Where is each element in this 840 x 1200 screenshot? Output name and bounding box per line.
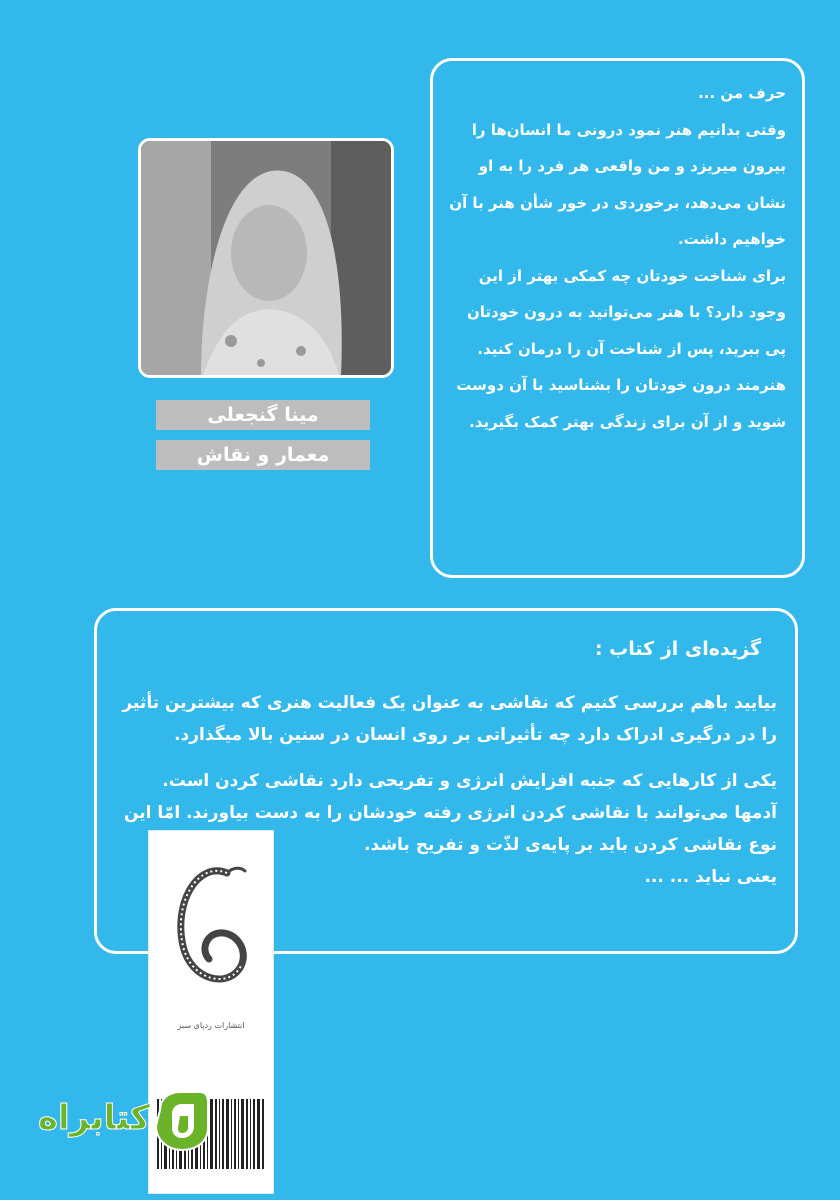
publisher-logo-icon	[149, 831, 273, 1011]
note-paragraph-1: وقتی بدانیم هنر نمود درونی ما انسان‌ها را بیرون میریزد و من واقعی هر فرد را به او نشان می‌دهد، برخوردی در خور شأن هنر با آن خواهیم داشت.	[449, 120, 786, 248]
excerpt-paragraph-3: یعنی نباید ... ...	[644, 867, 777, 887]
note-paragraph-2: برای شناخت خودتان چه کمکی بهتر از این وجود دارد؟ با هنر می‌توانید به درون خودتان پی ببرید، پس از شناخت آن را درمان کنید.	[466, 266, 786, 358]
brand-text: کتابراه	[37, 1098, 150, 1138]
author-note-box	[430, 58, 805, 578]
excerpt-paragraph-1: بیایید باهم بررسی کنیم که نقاشی به عنوان یک فعالیت هنری که بیشترین تأثیر را در درگیری ادراک دارد چه تأثیراتی بر روی انسان در سنین بالا میگذارد.	[122, 693, 777, 745]
excerpt-title: گزیده‌ای از کتاب :	[594, 638, 761, 660]
excerpt-paragraph-2: یکی از کارهایی که جنبه افزایش انرژی و تفریحی دارد نقاشی کردن است. آدمها می‌توانند با نقاشی کردن انرژی رفته خودشان را به دست بیاورند. امّا این نوع نقاشی کردن باید بر پایه‌ی لذّت و تفریح باشد.	[123, 771, 777, 855]
author-name: مینا گنجعلی	[156, 400, 370, 430]
author-photo	[138, 138, 394, 378]
ketabrah-watermark	[38, 1082, 214, 1156]
author-role: معمار و نقاش	[156, 440, 370, 470]
ketabrah-logo-icon	[150, 1088, 212, 1152]
note-paragraph-3: هنرمند درون خودتان را بشناسید با آن دوست شوید و از آن برای زندگی بهتر کمک بگیرید.	[456, 376, 786, 431]
publisher-name: انتشارات ردپای سبز	[177, 1021, 245, 1030]
author-portrait-image	[141, 141, 391, 375]
note-heading: حرف من ...	[698, 84, 786, 102]
